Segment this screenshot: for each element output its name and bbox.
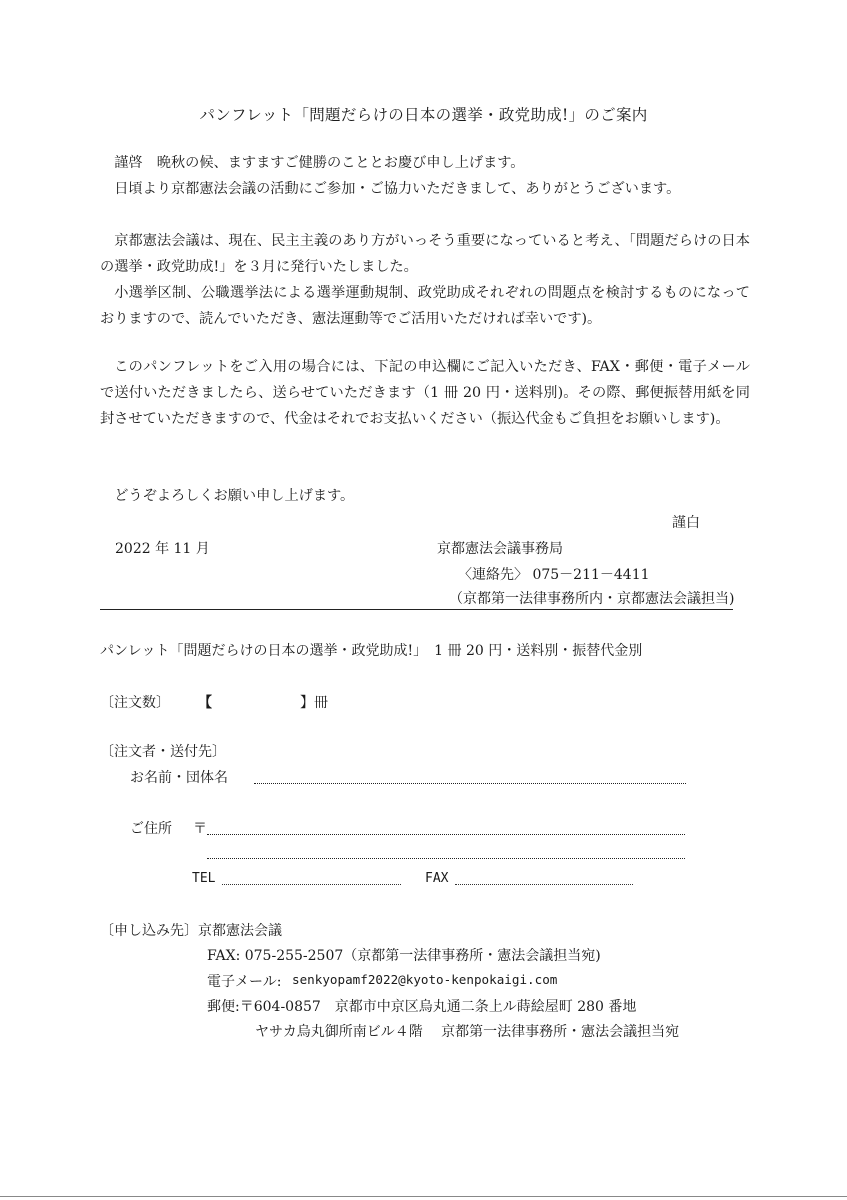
application-email[interactable]: senkyopamf2022@kyoto-kenpokaigi.com [292,972,558,987]
quantity-field[interactable] [218,690,298,710]
contact-phone: 〈連絡先〉 075－211－4411 [458,567,650,583]
ordering-block [100,354,750,432]
quantity-bracket-open: 【 [198,695,212,711]
product-line: パンレット「問題だらけの日本の選挙・政党助成!」 1 冊 20 円・送料別・振替代金別 [100,643,643,659]
application-heading: 〔申し込み先〕京都憲法会議 [100,923,282,939]
quantity-label: 〔注文数〕 [100,695,170,711]
application-email-label: 電子メール: [207,974,282,990]
quantity-bracket-close: 】冊 [300,695,328,711]
orderer-heading: 〔注文者・送付先〕 [100,744,226,760]
document-title: パンフレット「問題だらけの日本の選挙・政党助成!」のご案内 [199,106,648,124]
closing-block [100,483,750,509]
fax-field[interactable] [455,884,633,885]
postal-mark: 〒 [193,821,207,837]
tel-label: TEL [192,871,216,886]
issue-date: 2022 年 11 月 [115,541,210,557]
closing-line: どうぞよろしくお願い申し上げます。 [114,488,355,504]
sign-off: 謹白 [672,515,700,531]
application-mail-line-2: ヤサカ烏丸御所南ビル４階 京都第一法律事務所・憲法会議担当宛 [255,1024,680,1040]
application-fax: FAX: 075-255-2507（京都第一法律事務所・憲法会議担当宛) [207,948,601,964]
page-bottom-edge [0,1196,847,1197]
address-field-line-1[interactable] [207,834,685,835]
intro-paragraph-1: 京都憲法会議は、現在、民主主義のあり方がいっそう重要になっていると考え、「問題だらけの日本の選挙・政党助成!」を３月に発行いたしました。 [100,233,750,275]
fax-label: FAX [425,871,449,886]
tel-field[interactable] [222,884,401,885]
greeting-block [100,150,750,202]
address-label: ご住所 [130,821,172,837]
name-field[interactable] [254,783,686,784]
intro-paragraph-2: 小選挙区制、公職選挙法による選挙運動規制、政党助成それぞれの問題点を検討するものになっておりますので、読んでいただき、憲法運動等でご活用いただければ幸いです)。 [100,285,750,327]
intro-block [100,228,750,332]
sender-name: 京都憲法会議事務局 [437,541,563,557]
address-field-line-2[interactable] [207,858,685,859]
contact-note: （京都第一法律事務所内・京都憲法会議担当) [449,591,735,607]
greeting-line-2: 日頃より京都憲法会議の活動にご参加・ご協力いただきまして、ありがとうございます。 [114,181,681,197]
greeting-line-1: 謹啓 晩秋の候、ますますご健勝のこととお慶び申し上げます。 [114,155,525,171]
application-mail: 郵便:〒604-0857 京都市中京区烏丸通二条上ル蒔絵屋町 280 番地 [207,999,637,1015]
section-divider [100,609,733,610]
ordering-paragraph: このパンフレットをご入用の場合には、下記の申込欄にご記入いただき、FAX・郵便・電子メールで送付いただきましたら、送らせていただきます（1 冊 20 円・送料別)。その際、郵便振替用紙を同封させていただきますので、代金はそれでお支払いください（振込代金もご負担をお願いします)。 [100,359,750,427]
name-label: お名前・団体名 [130,770,228,786]
